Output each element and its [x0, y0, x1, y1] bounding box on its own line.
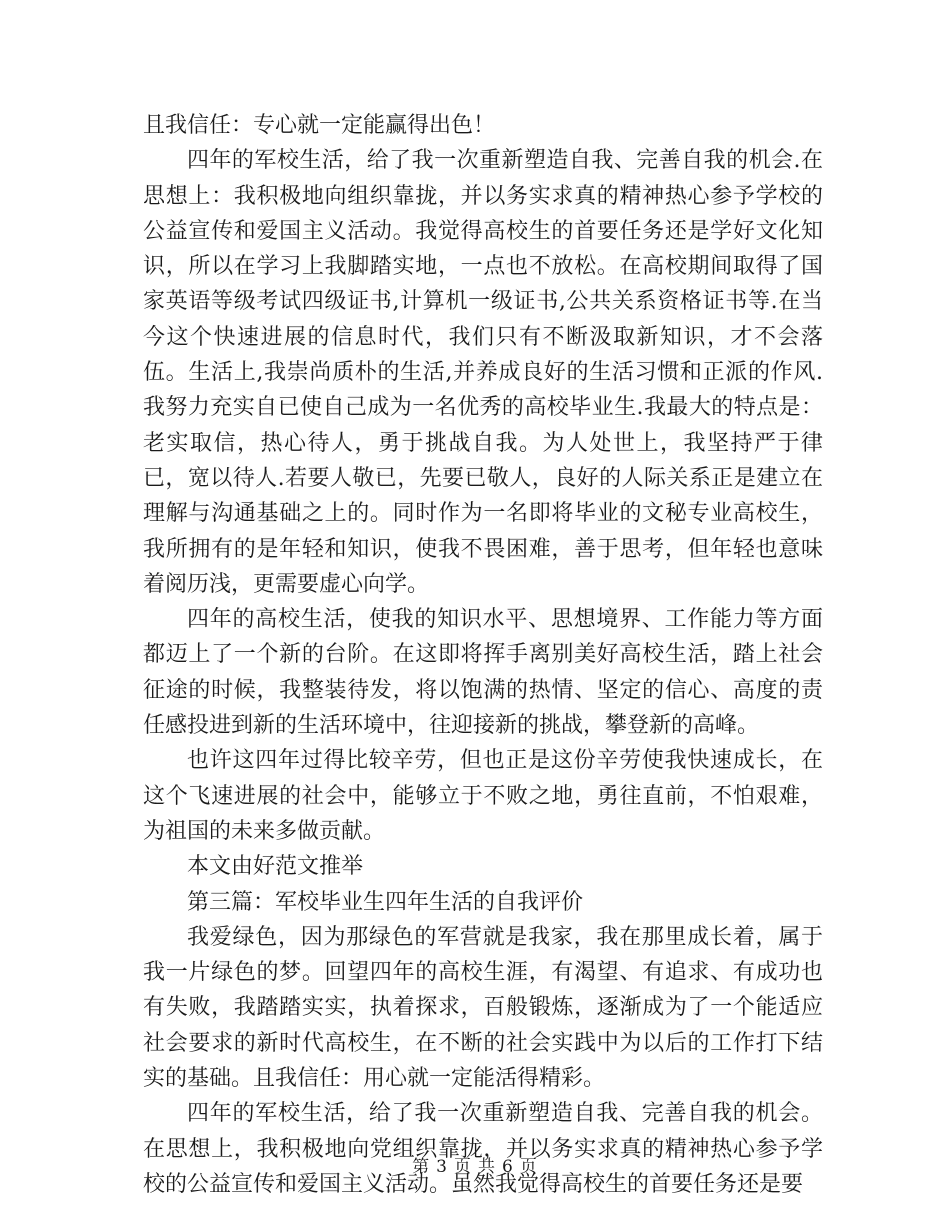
- footer-total-word: 共: [478, 1157, 496, 1177]
- paragraph-2: 四年的军校生活，给了我一次重新塑造自我、完善自我的机会.在思想上：我积极地向组织靠拢，并以务实求真的精神热心参予学校的公益宣传和爱国主义活动。我觉得高校生的首要任务还是学好文化知识，所以在学习上我脚踏实地，一点也不放松。在高校期间取得了国家英语等级考试四级证书,计算机一级证书,公共关系资格证书等.在当今这个快速进展的信息时代，我们只有不断汲取新知识，才不会落伍。生活上,我崇尚质朴的生活,并养成良好的生活习惯和正派的作风.我努力充实自已使自己成为一名优秀的高校毕业生.我最大的特点是：老实取信，热心待人，勇于挑战自我。为人处世上，我坚持严于律已，宽以待人.若要人敬已，先要已敬人，良好的人际关系正是建立在理解与沟通基础之上的。同时作为一名即将毕业的文秘专业高校生，我所拥有的是年轻和知识，使我不畏困难，善于思考，但年轻也意味着阅历浅，更需要虚心向学。: [143, 148, 823, 597]
- footer-suffix: 页: [519, 1157, 538, 1177]
- page-footer: [0, 1152, 950, 1177]
- paragraph-3: 四年的高校生活，使我的知识水平、思想境界、工作能力等方面都迈上了一个新的台阶。在这即将挥手离别美好高校生活，踏上社会征途的时候，我整装待发，将以饱满的热情、坚定的信心、高度的责任感投进到新的生活环境中，往迎接新的挑战，攀登新的高峰。: [143, 607, 823, 739]
- footer-total-pages: 6: [502, 1157, 514, 1177]
- footer-page-word: 页: [454, 1157, 472, 1177]
- paragraph-8: 四年的军校生活，给了我一次重新塑造自我、完善自我的机会。在思想上，我积极地向党组织靠拢，并以务实求真的精神热心参予学校的公益宣传和爱国主义活动。虽然我觉得高校生的首要任务还是要: [143, 1101, 823, 1197]
- paragraph-4: 也许这四年过得比较辛劳，但也正是这份辛劳使我快速成长，在这个飞速进展的社会中，能够立于不败之地，勇往直前，不怕艰难，为祖国的未来多做贡献。: [143, 748, 823, 844]
- footer-prefix: 第: [412, 1157, 431, 1177]
- paragraph-7: 我爱绿色，因为那绿色的军营就是我家，我在那里成长着，属于我一片绿色的梦。回望四年的高校生涯，有渴望、有追求、有成功也有失败，我踏踏实实，执着探求，百般锻炼，逐渐成为了一个能适应社会要求的新时代高校生，在不断的社会实践中为以后的工作打下结实的基础。且我信任：用心就一定能活得精彩。: [143, 924, 823, 1092]
- section-heading: 第三篇：军校毕业生四年生活的自我评价: [187, 889, 584, 915]
- document-body: [143, 108, 823, 1202]
- paragraph-5: 本文由好范文推举: [187, 854, 364, 880]
- footer-current-page: 3: [436, 1157, 448, 1177]
- paragraph-1: 且我信任：专心就一定能赢得出色！: [143, 113, 496, 138]
